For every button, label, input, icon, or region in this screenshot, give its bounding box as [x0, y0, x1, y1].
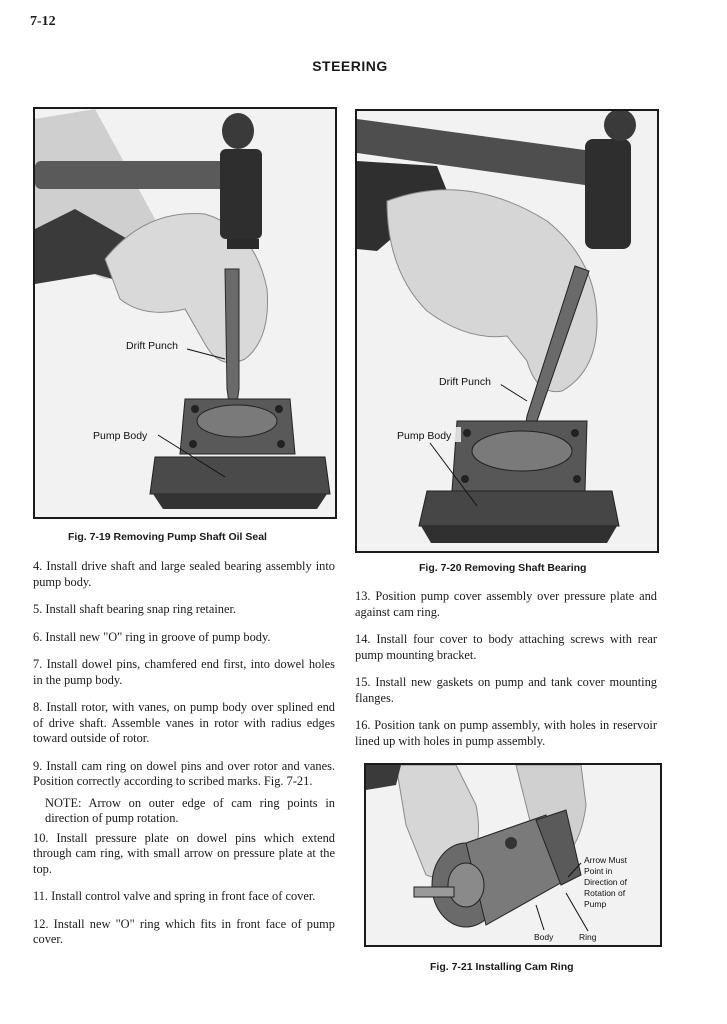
note: NOTE: Arrow on outer edge of cam ring points in direction of pump rotation.: [45, 795, 335, 825]
figure-7-20: [355, 109, 659, 553]
fig-7-20-pump-body-label: Pump Body: [397, 430, 452, 442]
figure-7-20-caption: Fig. 7-20 Removing Shaft Bearing: [419, 562, 587, 574]
figure-7-21-photo: [366, 765, 660, 945]
fig-7-21-arrow-label-line-5: Pump: [584, 899, 607, 909]
fig-7-19-pump-body-label: Pump Body: [93, 430, 148, 442]
fig-7-21-body-label: Body: [534, 932, 554, 942]
fig-7-21-arrow-label-line-4: Rotation of: [584, 888, 626, 898]
step-9: 9. Install cam ring on dowel pins and over rotor and vanes. Position correctly according to scribed marks. Fig. 7-21.: [33, 758, 335, 788]
figure-7-21: [364, 763, 662, 947]
fig-7-21-arrow-label-line-1: Arrow Must: [584, 855, 627, 865]
left-column: [33, 559, 335, 960]
fig-7-20-drift-punch-label: Drift Punch: [439, 376, 491, 388]
section-title: STEERING: [312, 58, 388, 74]
right-column: [355, 589, 657, 761]
step-12: 12. Install new "O" ring which fits in front face of pump cover.: [33, 916, 335, 946]
fig-7-21-ring-label: Ring: [579, 932, 597, 942]
figure-7-19: [33, 107, 337, 519]
step-16: 16. Position tank on pump assembly, with holes in reservoir lined up with holes in pump assembly.: [355, 718, 657, 748]
page-number: 7-12: [30, 14, 56, 29]
step-11: 11. Install control valve and spring in front face of cover.: [33, 889, 316, 903]
step-5: 5. Install shaft bearing snap ring retainer.: [33, 602, 237, 616]
step-6: 6. Install new "O" ring in groove of pump body.: [33, 629, 271, 644]
step-14: 14. Install four cover to body attaching screws with rear pump mounting bracket.: [355, 632, 657, 662]
step-15: 15. Install new gaskets on pump and tank cover mounting flanges.: [355, 675, 657, 705]
step-7: 7. Install dowel pins, chamfered end first, into dowel holes in the pump body.: [33, 657, 335, 687]
step-10: 10. Install pressure plate on dowel pins which extend through cam ring, with small arrow on pressure plate at the top.: [33, 830, 335, 876]
step-4: 4. Install drive shaft and large sealed bearing assembly into pump body.: [33, 559, 335, 589]
step-13: 13. Position pump cover assembly over pressure plate and against cam ring.: [355, 589, 657, 619]
fig-7-19-drift-punch-label: Drift Punch: [126, 340, 178, 352]
figure-7-20-photo: [357, 111, 657, 551]
step-8: 8. Install rotor, with vanes, on pump body over splined end of drive shaft. Assemble vanes in rotor with radius edges toward outside of rotor.: [33, 700, 335, 745]
figure-7-19-caption: Fig. 7-19 Removing Pump Shaft Oil Seal: [68, 531, 267, 543]
fig-7-21-arrow-label-line-2: Point in: [584, 866, 613, 876]
fig-7-21-arrow-label-line-3: Direction of: [584, 877, 627, 887]
figure-7-21-caption: Fig. 7-21 Installing Cam Ring: [430, 961, 574, 973]
figure-7-19-photo: [35, 109, 335, 517]
